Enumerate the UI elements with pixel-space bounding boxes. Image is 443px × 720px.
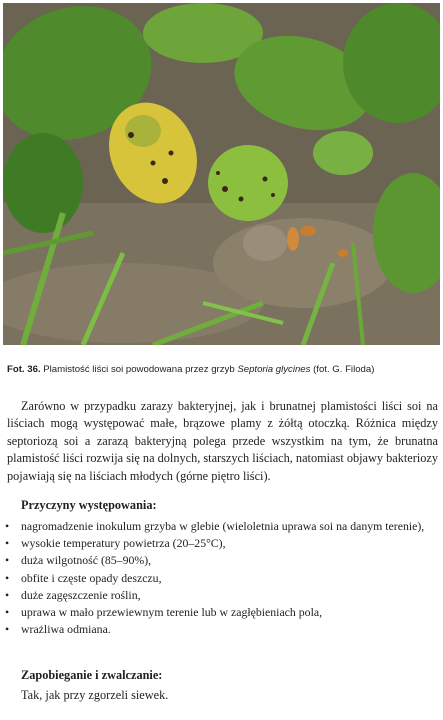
prevention-text: Tak, jak przy zgorzeli siewek. (21, 688, 169, 702)
list-item: • uprawa w mało przewiewnym terenie lub w zagłębieniach pola, (4, 604, 436, 621)
caption-species: Septoria glycines (237, 364, 311, 375)
list-item: • duże zagęszczenie roślin, (4, 587, 436, 604)
list-item: • duża wilgotność (85–90%), (4, 552, 436, 569)
bullet: • (5, 622, 10, 637)
causes-list (4, 518, 436, 638)
photo-illustration (3, 3, 440, 345)
bullet: • (5, 536, 10, 551)
bullet: • (5, 553, 10, 568)
bullet: • (5, 587, 10, 602)
caption-text: Plamistość liści soi powodowana przez grzyb (40, 364, 238, 375)
bullet: • (5, 605, 10, 620)
bullet: • (5, 570, 10, 585)
list-item: • wrażliwa odmiana. (4, 621, 436, 638)
bullet: • (5, 519, 10, 533)
list-item: • wysokie temperatury powietrza (20–25°C), (4, 535, 436, 552)
caption-credit: (fot. G. Filoda) (310, 364, 375, 375)
photo-soy-leaf-spot (3, 3, 440, 345)
photo-caption (7, 364, 437, 375)
prevention-heading: Zapobieganie i zwalczanie: (21, 668, 163, 682)
body-paragraph: Zarówno w przypadku zarazy bakteryjnej, jak i brunatnej plamistości liści soi na liściach mogą występować małe, brązowe plamy z żółtą otoczką. Różnica między septoriozą soi a zarazą bakteryjną polega przede wszystkim na tym, że brunatna plamistość liści rozwija się na dolnych, starszych liściach, natomiast objawy bakteriozy pojawiają się na liściach młodych (górne piętro liści). (7, 399, 438, 483)
list-item: • nagromadzenie inokulum grzyba w glebie (wieloletnia uprawa soi na danym terenie), (4, 518, 436, 535)
caption-label: Fot. 36. (7, 364, 41, 375)
causes-heading: Przyczyny występowania: (21, 498, 157, 512)
list-item: • obfite i częste opady deszczu, (4, 570, 436, 587)
